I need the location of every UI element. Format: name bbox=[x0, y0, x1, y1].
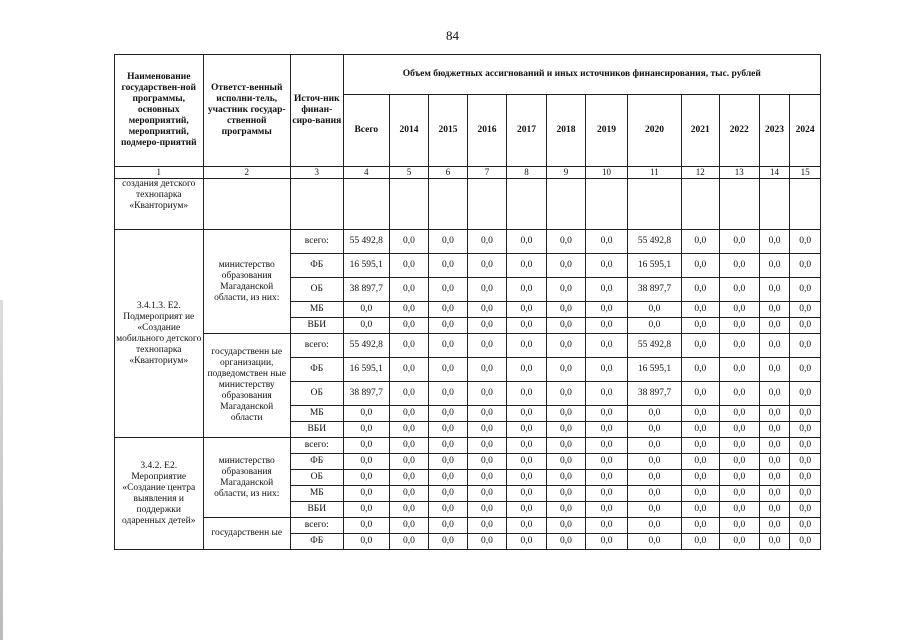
value-cell: 0,0 bbox=[546, 382, 585, 406]
value-cell: 0,0 bbox=[546, 502, 585, 518]
value-cell: 0,0 bbox=[546, 438, 585, 454]
value-cell: 0,0 bbox=[428, 422, 467, 438]
value-cell: 0,0 bbox=[389, 302, 428, 318]
value-cell: 0,0 bbox=[506, 454, 546, 470]
funding-source: ОБ bbox=[290, 382, 343, 406]
value-cell: 0,0 bbox=[546, 358, 585, 382]
value-cell: 0,0 bbox=[546, 470, 585, 486]
value-cell: 0,0 bbox=[389, 382, 428, 406]
value-cell: 0,0 bbox=[681, 230, 719, 254]
value-total: 0,0 bbox=[343, 502, 389, 518]
value-cell: 0,0 bbox=[585, 534, 627, 550]
value-cell: 0,0 bbox=[506, 502, 546, 518]
value-cell: 0,0 bbox=[759, 230, 790, 254]
value-cell: 0,0 bbox=[585, 302, 627, 318]
value-cell: 0,0 bbox=[506, 382, 546, 406]
value-cell: 0,0 bbox=[467, 518, 506, 534]
funding-source: ОБ bbox=[290, 278, 343, 302]
budget-table bbox=[114, 54, 821, 550]
funding-source: ФБ bbox=[290, 534, 343, 550]
value-cell: 0,0 bbox=[759, 334, 790, 358]
value-cell: 0,0 bbox=[506, 302, 546, 318]
value-cell: 0,0 bbox=[546, 318, 585, 334]
value-cell: 0,0 bbox=[389, 334, 428, 358]
value-cell: 0,0 bbox=[585, 230, 627, 254]
value-cell: 0,0 bbox=[506, 278, 546, 302]
header-year: 2022 bbox=[719, 95, 759, 167]
value-cell: 0,0 bbox=[389, 534, 428, 550]
value-cell: 0,0 bbox=[681, 358, 719, 382]
value-cell: 0,0 bbox=[428, 302, 467, 318]
value-cell: 0,0 bbox=[759, 254, 790, 278]
value-cell: 0,0 bbox=[790, 318, 821, 334]
value-cell: 0,0 bbox=[506, 358, 546, 382]
value-cell: 0,0 bbox=[428, 534, 467, 550]
value-cell: 0,0 bbox=[428, 438, 467, 454]
value-cell: 0,0 bbox=[628, 534, 682, 550]
value-cell: 0,0 bbox=[759, 302, 790, 318]
value-cell: 0,0 bbox=[467, 486, 506, 502]
value-cell: 0,0 bbox=[428, 254, 467, 278]
value-cell: 0,0 bbox=[389, 422, 428, 438]
value-cell: 0,0 bbox=[719, 534, 759, 550]
value-cell: 0,0 bbox=[428, 382, 467, 406]
value-cell: 0,0 bbox=[790, 334, 821, 358]
funding-source: ФБ bbox=[290, 358, 343, 382]
value-cell: 0,0 bbox=[389, 406, 428, 422]
value-cell: 0,0 bbox=[719, 278, 759, 302]
value-cell: 0,0 bbox=[759, 318, 790, 334]
funding-source: МБ bbox=[290, 302, 343, 318]
value-cell: 0,0 bbox=[585, 334, 627, 358]
executor-name: государственн ые организации, подведомствен ные министерству образования Магаданской области bbox=[203, 334, 290, 438]
value-cell: 0,0 bbox=[681, 334, 719, 358]
value-cell: 0,0 bbox=[546, 254, 585, 278]
value-cell: 0,0 bbox=[389, 358, 428, 382]
header-volume: Объем бюджетных ассигнований и иных источников финансирования, тыс. рублей bbox=[343, 55, 820, 95]
column-number: 5 bbox=[389, 167, 428, 179]
column-number: 15 bbox=[790, 167, 821, 179]
value-cell: 0,0 bbox=[628, 422, 682, 438]
value-cell: 0,0 bbox=[389, 518, 428, 534]
value-cell: 38 897,7 bbox=[628, 278, 682, 302]
value-cell: 0,0 bbox=[790, 302, 821, 318]
value-cell: 0,0 bbox=[467, 422, 506, 438]
value-cell: 0,0 bbox=[719, 382, 759, 406]
value-cell: 0,0 bbox=[681, 454, 719, 470]
value-cell: 0,0 bbox=[389, 254, 428, 278]
value-cell: 0,0 bbox=[467, 502, 506, 518]
value-cell: 0,0 bbox=[506, 318, 546, 334]
value-cell: 55 492,8 bbox=[628, 230, 682, 254]
value-cell: 0,0 bbox=[759, 486, 790, 502]
value-cell: 0,0 bbox=[719, 406, 759, 422]
value-cell: 0,0 bbox=[759, 502, 790, 518]
value-cell: 0,0 bbox=[546, 334, 585, 358]
value-cell: 0,0 bbox=[467, 438, 506, 454]
value-cell: 0,0 bbox=[585, 254, 627, 278]
value-cell: 0,0 bbox=[585, 470, 627, 486]
value-total: 38 897,7 bbox=[343, 278, 389, 302]
value-cell: 55 492,8 bbox=[628, 334, 682, 358]
value-cell: 0,0 bbox=[628, 486, 682, 502]
funding-source: ФБ bbox=[290, 254, 343, 278]
value-cell: 0,0 bbox=[546, 422, 585, 438]
value-cell: 0,0 bbox=[546, 278, 585, 302]
value-total: 55 492,8 bbox=[343, 230, 389, 254]
value-cell: 0,0 bbox=[585, 406, 627, 422]
value-cell: 16 595,1 bbox=[628, 358, 682, 382]
table-row bbox=[115, 230, 821, 254]
value-cell: 0,0 bbox=[389, 278, 428, 302]
value-total: 16 595,1 bbox=[343, 358, 389, 382]
value-cell: 0,0 bbox=[467, 358, 506, 382]
column-number: 3 bbox=[290, 167, 343, 179]
value-cell: 0,0 bbox=[790, 486, 821, 502]
funding-source: МБ bbox=[290, 486, 343, 502]
executor-name: министерство образования Магаданской области, из них: bbox=[203, 438, 290, 518]
value-cell: 0,0 bbox=[790, 230, 821, 254]
value-cell: 0,0 bbox=[719, 302, 759, 318]
value-cell: 0,0 bbox=[681, 534, 719, 550]
value-cell: 0,0 bbox=[681, 406, 719, 422]
value-cell: 0,0 bbox=[681, 486, 719, 502]
column-number: 8 bbox=[506, 167, 546, 179]
value-cell: 0,0 bbox=[790, 254, 821, 278]
value-cell: 0,0 bbox=[628, 454, 682, 470]
value-cell: 0,0 bbox=[681, 470, 719, 486]
header-year: 2014 bbox=[389, 95, 428, 167]
value-cell: 0,0 bbox=[467, 230, 506, 254]
value-cell: 0,0 bbox=[428, 486, 467, 502]
value-cell: 0,0 bbox=[681, 278, 719, 302]
value-cell: 0,0 bbox=[506, 406, 546, 422]
value-cell: 0,0 bbox=[506, 334, 546, 358]
column-number: 11 bbox=[628, 167, 682, 179]
value-cell: 0,0 bbox=[681, 518, 719, 534]
funding-source: МБ bbox=[290, 406, 343, 422]
column-number: 1 bbox=[115, 167, 204, 179]
value-cell: 0,0 bbox=[790, 470, 821, 486]
value-cell: 0,0 bbox=[467, 534, 506, 550]
value-cell: 0,0 bbox=[628, 302, 682, 318]
value-cell: 0,0 bbox=[585, 438, 627, 454]
value-cell: 0,0 bbox=[467, 302, 506, 318]
value-total: 0,0 bbox=[343, 518, 389, 534]
value-cell: 0,0 bbox=[428, 230, 467, 254]
value-total: 0,0 bbox=[343, 454, 389, 470]
value-cell: 0,0 bbox=[506, 438, 546, 454]
page-number: 84 bbox=[446, 28, 459, 43]
value-total: 0,0 bbox=[343, 302, 389, 318]
value-cell: 0,0 bbox=[790, 502, 821, 518]
value-cell: 0,0 bbox=[389, 438, 428, 454]
value-cell: 0,0 bbox=[585, 454, 627, 470]
value-cell: 0,0 bbox=[628, 470, 682, 486]
value-cell: 0,0 bbox=[790, 422, 821, 438]
header-year: 2023 bbox=[759, 95, 790, 167]
column-number: 13 bbox=[719, 167, 759, 179]
value-cell: 0,0 bbox=[681, 382, 719, 406]
value-cell: 0,0 bbox=[506, 534, 546, 550]
value-cell: 0,0 bbox=[467, 334, 506, 358]
funding-source: всего: bbox=[290, 438, 343, 454]
value-cell: 0,0 bbox=[546, 534, 585, 550]
funding-source: всего: bbox=[290, 518, 343, 534]
header-year: 2024 bbox=[790, 95, 821, 167]
funding-source: всего: bbox=[290, 334, 343, 358]
header-year: 2021 bbox=[681, 95, 719, 167]
value-cell: 0,0 bbox=[428, 358, 467, 382]
value-cell: 0,0 bbox=[546, 406, 585, 422]
header-year: Всего bbox=[343, 95, 389, 167]
value-cell: 0,0 bbox=[628, 318, 682, 334]
value-cell: 0,0 bbox=[759, 382, 790, 406]
value-cell: 0,0 bbox=[546, 486, 585, 502]
funding-source: ОБ bbox=[290, 470, 343, 486]
column-number: 6 bbox=[428, 167, 467, 179]
value-cell: 0,0 bbox=[585, 486, 627, 502]
value-cell: 0,0 bbox=[719, 502, 759, 518]
value-cell: 0,0 bbox=[389, 470, 428, 486]
value-cell: 0,0 bbox=[681, 254, 719, 278]
value-cell: 0,0 bbox=[719, 334, 759, 358]
header-numbers-row bbox=[115, 167, 821, 179]
value-cell: 0,0 bbox=[759, 278, 790, 302]
value-cell: 0,0 bbox=[790, 406, 821, 422]
value-cell: 0,0 bbox=[719, 518, 759, 534]
column-number: 9 bbox=[546, 167, 585, 179]
header-year: 2018 bbox=[546, 95, 585, 167]
value-total: 0,0 bbox=[343, 486, 389, 502]
value-cell: 0,0 bbox=[719, 318, 759, 334]
table-row bbox=[115, 438, 821, 454]
value-cell: 0,0 bbox=[759, 518, 790, 534]
value-cell: 0,0 bbox=[585, 382, 627, 406]
header-source: Источ-ник финан-сиро-вания bbox=[290, 55, 343, 167]
value-cell: 0,0 bbox=[719, 486, 759, 502]
value-cell: 0,0 bbox=[467, 382, 506, 406]
value-cell: 0,0 bbox=[467, 318, 506, 334]
value-total: 0,0 bbox=[343, 534, 389, 550]
column-number: 14 bbox=[759, 167, 790, 179]
value-cell: 0,0 bbox=[585, 502, 627, 518]
table-row bbox=[115, 518, 821, 534]
header-year: 2015 bbox=[428, 95, 467, 167]
value-cell: 0,0 bbox=[585, 358, 627, 382]
value-cell: 0,0 bbox=[759, 422, 790, 438]
executor-name: министерство образования Магаданской области, из них: bbox=[203, 230, 290, 334]
value-cell: 0,0 bbox=[681, 318, 719, 334]
value-total: 55 492,8 bbox=[343, 334, 389, 358]
value-cell: 0,0 bbox=[790, 438, 821, 454]
value-cell: 0,0 bbox=[389, 502, 428, 518]
value-cell: 0,0 bbox=[506, 518, 546, 534]
value-cell: 0,0 bbox=[790, 358, 821, 382]
executor-name: государственн ые bbox=[203, 518, 290, 550]
value-cell: 0,0 bbox=[428, 318, 467, 334]
value-cell: 0,0 bbox=[759, 534, 790, 550]
value-cell: 0,0 bbox=[759, 406, 790, 422]
value-cell: 0,0 bbox=[719, 358, 759, 382]
value-cell: 0,0 bbox=[506, 422, 546, 438]
header-year: 2016 bbox=[467, 95, 506, 167]
value-cell: 0,0 bbox=[585, 278, 627, 302]
value-cell: 0,0 bbox=[467, 406, 506, 422]
value-cell: 0,0 bbox=[428, 278, 467, 302]
value-cell: 0,0 bbox=[681, 438, 719, 454]
value-total: 16 595,1 bbox=[343, 254, 389, 278]
value-cell: 0,0 bbox=[628, 518, 682, 534]
value-cell: 0,0 bbox=[628, 438, 682, 454]
funding-source: ФБ bbox=[290, 454, 343, 470]
table-row bbox=[115, 334, 821, 358]
value-cell: 0,0 bbox=[628, 406, 682, 422]
value-cell: 0,0 bbox=[790, 534, 821, 550]
column-number: 7 bbox=[467, 167, 506, 179]
value-cell: 0,0 bbox=[506, 486, 546, 502]
funding-source: всего: bbox=[290, 230, 343, 254]
value-cell: 0,0 bbox=[389, 454, 428, 470]
value-cell: 0,0 bbox=[546, 230, 585, 254]
value-cell: 0,0 bbox=[681, 502, 719, 518]
header-executor: Ответст-венный исполни-тель, участник государ-ственной программы bbox=[203, 55, 290, 167]
value-cell: 0,0 bbox=[585, 518, 627, 534]
header-year: 2017 bbox=[506, 95, 546, 167]
value-cell: 38 897,7 bbox=[628, 382, 682, 406]
value-cell: 0,0 bbox=[585, 318, 627, 334]
value-cell: 0,0 bbox=[467, 454, 506, 470]
value-cell: 0,0 bbox=[719, 230, 759, 254]
value-cell: 0,0 bbox=[790, 518, 821, 534]
value-cell: 0,0 bbox=[759, 470, 790, 486]
value-cell: 0,0 bbox=[428, 454, 467, 470]
value-total: 0,0 bbox=[343, 422, 389, 438]
value-cell: 16 595,1 bbox=[628, 254, 682, 278]
value-cell: 0,0 bbox=[389, 230, 428, 254]
section-name: 3.4.1.3. Е2. Подмероприят ие «Создание мобильного детского технопарка «Кванториум» bbox=[115, 230, 204, 438]
column-number: 4 bbox=[343, 167, 389, 179]
value-cell: 0,0 bbox=[719, 454, 759, 470]
section-name: 3.4.2. Е2. Мероприятие «Создание центра выявления и поддержки одаренных детей» bbox=[115, 438, 204, 550]
scan-edge-shadow bbox=[0, 300, 3, 640]
value-cell: 0,0 bbox=[389, 486, 428, 502]
value-cell: 0,0 bbox=[719, 470, 759, 486]
value-cell: 0,0 bbox=[790, 454, 821, 470]
value-cell: 0,0 bbox=[428, 334, 467, 358]
value-cell: 0,0 bbox=[467, 254, 506, 278]
value-cell: 0,0 bbox=[428, 470, 467, 486]
column-number: 2 bbox=[203, 167, 290, 179]
value-total: 0,0 bbox=[343, 318, 389, 334]
header-year: 2019 bbox=[585, 95, 627, 167]
value-cell: 0,0 bbox=[546, 518, 585, 534]
funding-source: ВБИ bbox=[290, 422, 343, 438]
value-cell: 0,0 bbox=[428, 502, 467, 518]
value-cell: 0,0 bbox=[585, 422, 627, 438]
value-cell: 0,0 bbox=[719, 438, 759, 454]
value-cell: 0,0 bbox=[719, 254, 759, 278]
value-cell: 0,0 bbox=[546, 302, 585, 318]
value-cell: 0,0 bbox=[506, 254, 546, 278]
value-total: 0,0 bbox=[343, 470, 389, 486]
table-body bbox=[115, 179, 821, 550]
continuation-text: создания детского технопарка «Кванториум» bbox=[115, 179, 204, 230]
continuation-row bbox=[115, 179, 821, 230]
header-year: 2020 bbox=[628, 95, 682, 167]
value-cell: 0,0 bbox=[790, 278, 821, 302]
value-cell: 0,0 bbox=[428, 518, 467, 534]
value-cell: 0,0 bbox=[506, 470, 546, 486]
value-cell: 0,0 bbox=[428, 406, 467, 422]
value-cell: 0,0 bbox=[759, 454, 790, 470]
value-total: 38 897,7 bbox=[343, 382, 389, 406]
value-cell: 0,0 bbox=[506, 230, 546, 254]
value-cell: 0,0 bbox=[389, 318, 428, 334]
value-cell: 0,0 bbox=[681, 422, 719, 438]
value-cell: 0,0 bbox=[759, 358, 790, 382]
funding-source: ВБИ bbox=[290, 502, 343, 518]
value-cell: 0,0 bbox=[467, 278, 506, 302]
value-cell: 0,0 bbox=[546, 454, 585, 470]
value-cell: 0,0 bbox=[790, 382, 821, 406]
value-cell: 0,0 bbox=[467, 470, 506, 486]
value-total: 0,0 bbox=[343, 438, 389, 454]
value-cell: 0,0 bbox=[719, 422, 759, 438]
value-cell: 0,0 bbox=[628, 502, 682, 518]
column-number: 10 bbox=[585, 167, 627, 179]
value-total: 0,0 bbox=[343, 406, 389, 422]
column-number: 12 bbox=[681, 167, 719, 179]
header-program-name: Наименование государствен-ной программы, основных мероприятий, мероприятий, подмеро-приятий bbox=[115, 55, 204, 167]
value-cell: 0,0 bbox=[681, 302, 719, 318]
funding-source: ВБИ bbox=[290, 318, 343, 334]
value-cell: 0,0 bbox=[759, 438, 790, 454]
